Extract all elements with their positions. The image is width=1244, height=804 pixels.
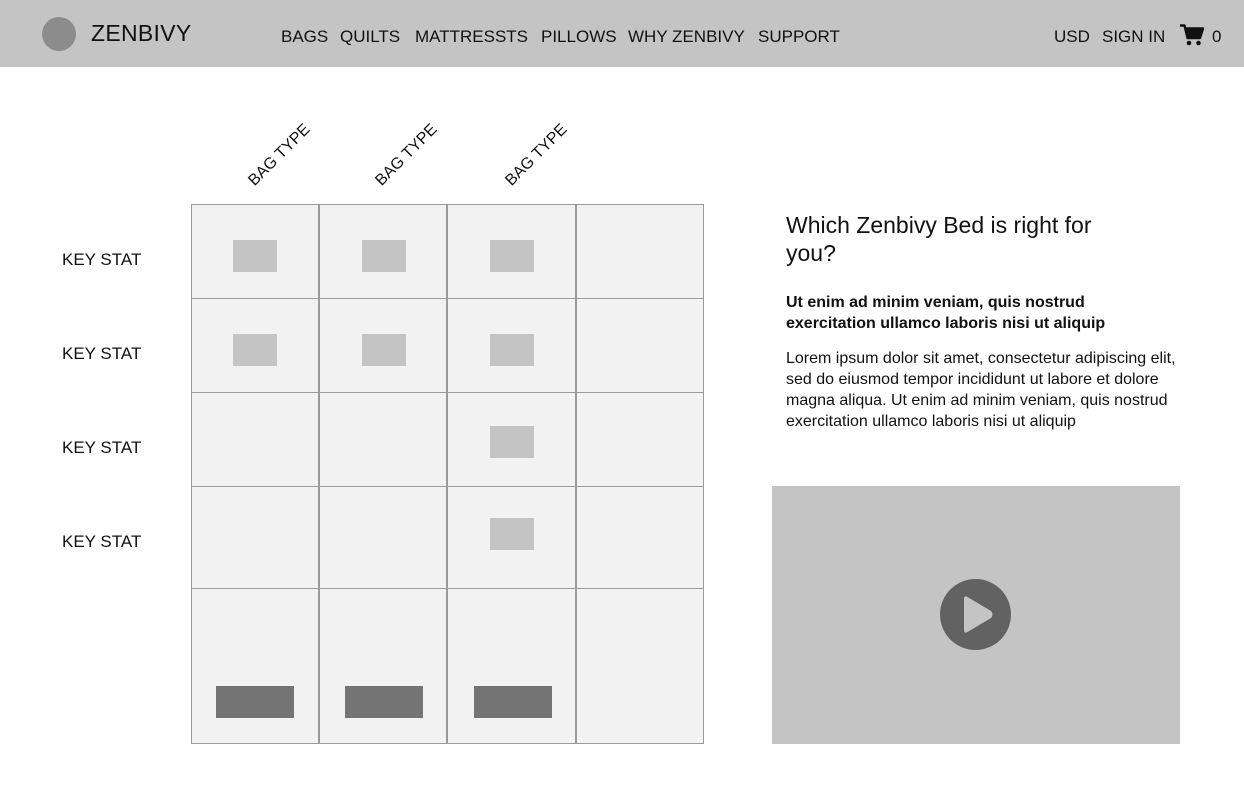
grid-divider — [192, 298, 703, 299]
side-subtitle: Ut enim ad minim veniam, quis nostrud exercitation ullamco laboris nisi ut aliquip — [786, 294, 1106, 332]
grid-divider — [192, 392, 703, 393]
stat-placeholder — [490, 518, 534, 550]
grid-divider — [318, 205, 320, 743]
grid-divider — [192, 588, 703, 589]
nav-item-bags[interactable]: BAGS — [281, 27, 329, 46]
row-label-4: KEY STAT — [62, 532, 142, 551]
nav-item-support[interactable]: SUPPORT — [758, 27, 840, 46]
comparison-grid — [191, 204, 704, 744]
play-icon — [940, 579, 1011, 650]
side-body-text: Lorem ipsum dolor sit amet, consectetur adipiscing elit, sed do eiusmod tempor incididunt ut labore et dolore magna aliqua. Ut enim ad minim veniam, quis nostrud exercitation ullamco laboris nisi ut aliquip — [786, 350, 1176, 430]
grid-divider — [192, 486, 703, 487]
stat-placeholder — [490, 426, 534, 458]
side-title: Which Zenbivy Bed is right for you? — [786, 212, 1092, 266]
currency-selector[interactable]: USD — [1054, 27, 1090, 46]
column-label-2: BAG TYPE — [372, 120, 441, 190]
nav-item-pillows[interactable]: PILLOWS — [541, 27, 617, 46]
stat-placeholder — [490, 334, 534, 366]
stat-placeholder — [490, 240, 534, 272]
cart-count: 0 — [1212, 27, 1222, 46]
grid-divider — [446, 205, 448, 743]
cart-icon[interactable] — [1180, 24, 1204, 46]
column-label-1: BAG TYPE — [245, 120, 314, 190]
grid-divider — [575, 205, 577, 743]
stat-placeholder — [362, 334, 406, 366]
video-player[interactable] — [772, 486, 1180, 744]
top-header — [0, 0, 1244, 67]
play-button[interactable] — [940, 579, 1011, 650]
sign-in-link[interactable]: SIGN IN — [1102, 27, 1166, 46]
stat-placeholder — [233, 334, 277, 366]
stat-placeholder — [233, 240, 277, 272]
nav-item-why-zenbivy[interactable]: WHY ZENBIVY — [628, 27, 745, 46]
row-label-1: KEY STAT — [62, 250, 142, 269]
row-label-2: KEY STAT — [62, 344, 142, 363]
nav-item-mattresses[interactable]: MATTRESSTS — [415, 27, 529, 46]
brand-name[interactable]: ZENBIVY — [91, 20, 192, 46]
row-label-3: KEY STAT — [62, 438, 142, 457]
nav-item-quilts[interactable]: QUILTS — [340, 27, 401, 46]
stat-placeholder — [362, 240, 406, 272]
column-label-3: BAG TYPE — [502, 120, 571, 190]
select-bag-button-2[interactable] — [345, 686, 423, 718]
select-bag-button-1[interactable] — [216, 686, 294, 718]
select-bag-button-3[interactable] — [474, 686, 552, 718]
logo-icon[interactable] — [42, 17, 76, 51]
